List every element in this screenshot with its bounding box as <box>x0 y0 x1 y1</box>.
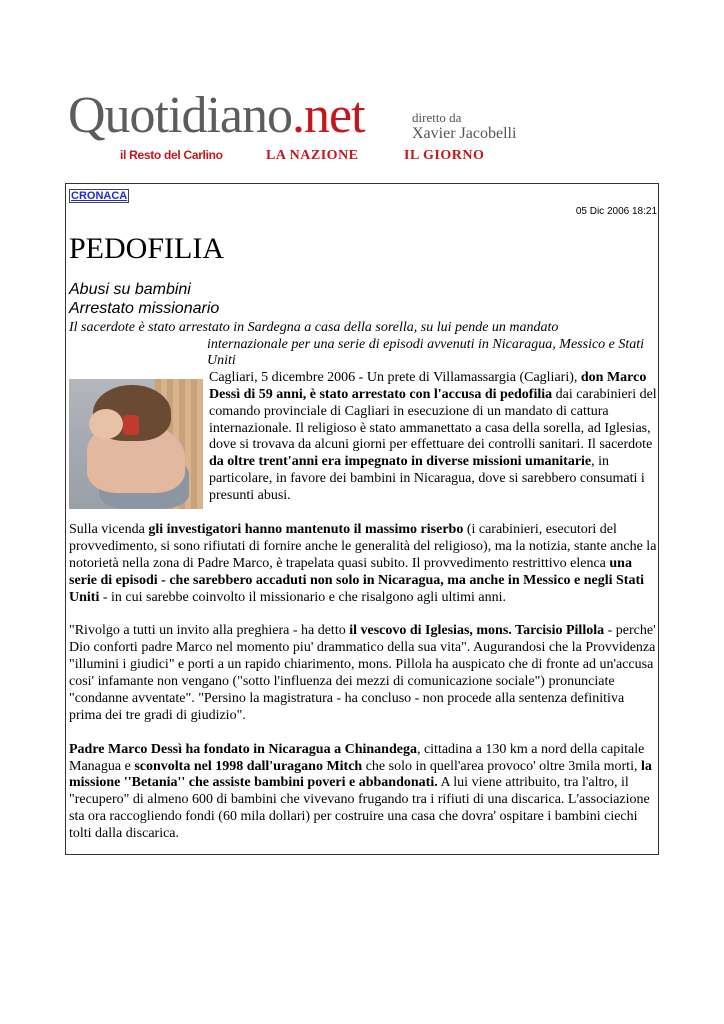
article-photo <box>69 379 203 509</box>
paper-il-giorno[interactable]: IL GIORNO <box>404 148 485 163</box>
page-title: PEDOFILIA <box>69 232 224 265</box>
text-run: Sulla vicenda <box>69 521 149 537</box>
director-name: Xavier Jacobelli <box>412 125 517 142</box>
bold-text-run: sconvolta nel 1998 dall'uragano Mitch <box>134 758 363 774</box>
text-run: - perche' Dio conforti padre Marco nel momento piu' drammatico della sua vita". Augurandosi che la Provvidenza "illumini i giudici" e porti a un rapido chiarimento, mons. Pillola ha auspicato che di fronte ad un'accusa cosi' infamante non vengano ("sotto l'influenza dei mezzi di comunicazione sociale") pronunciate "condanne avventate". "Persino la magistratura - ha concluso - non procede alla sentenza definitiva prima dei tre gradi di giudizio". <box>69 623 656 723</box>
text-run: , in particolare, in favore dei bambini in Nicaragua, dove si sarebbero consumati i presunti abusi. <box>209 454 645 504</box>
text-run: dai carabinieri del comando provinciale di Cagliari in esecuzione di un mandato di cattura internazionale. Il religioso è stato ammanettato a casa della sorella, ad Iglesias, dove si trovava da alcuni giorni per effettuare dei controlli sanitari. Il sacerdote <box>209 386 657 453</box>
paragraph-4 <box>69 742 657 843</box>
text-run: , cittadina a 130 km a nord della capitale Managua e <box>69 741 645 774</box>
text-run: A lui viene attribuito, tra l'altro, il "recupero" di almeno 600 di bambini che vivevano frugando tra i rifiuti di una discarica. L'associazione sta ora raccogliendo fondi (60 mila dollari) per costruire una casa che dovra' ospitare i bambini ciechi tolti dalla discarica. <box>69 775 650 842</box>
summary-rest: internazionale per una serie di episodi avvenuti in Nicaragua, Messico e Stati Uniti <box>207 336 645 369</box>
bold-text-run: il vescovo di Iglesias, mons. Tarcisio Pillola <box>349 623 605 639</box>
logo-suffix: .net <box>291 87 365 144</box>
bold-text-run: una serie di episodi - che sarebbero accaduti non solo in Nicaragua, ma anche in Messico e negli Stati Uniti <box>69 555 645 605</box>
paper-la-nazione[interactable]: LA NAZIONE <box>266 148 359 163</box>
partner-papers <box>120 148 520 168</box>
masthead <box>68 86 528 170</box>
subhead-line-1: Abusi su bambini <box>69 281 191 298</box>
article-body <box>69 370 657 843</box>
paper-resto-del-carlino[interactable]: il Resto del Carlino <box>120 148 223 162</box>
director-label: diretto da <box>412 110 462 125</box>
summary-line-1: Il sacerdote è stato arrestato in Sardegna a casa della sorella, su lui pende un mandato <box>69 320 559 335</box>
text-run: (i carabinieri, esecutori del provvedimento, si sono rifiutati di fornire anche le generalità del religioso), ma la notizia, stante anche la notorietà nella zona di Padre Marco, è trapelata quasi subito. Il provvedimento restrittivo elenca <box>69 521 657 571</box>
bold-text-run: don Marco Dessì di 59 anni, è stato arrestato con l'accusa di pedofilia <box>209 369 647 402</box>
text-run: che solo in quell'area provoco' oltre 3mila morti, <box>362 758 641 774</box>
bold-text-run: Padre Marco Dessì ha fondato in Nicaragua a Chinandega <box>69 741 417 757</box>
bold-text-run: gli investigatori hanno mantenuto il massimo riserbo <box>148 521 464 537</box>
subhead-line-2: Arrestato missionario <box>69 300 220 317</box>
article-subhead <box>69 280 657 318</box>
text-run: - in cui sarebbe coinvolto il missionario e che risalgono agli ultimi anni. <box>99 589 507 605</box>
paragraph-3 <box>69 623 657 724</box>
director-credit <box>412 110 516 142</box>
logo-prefix: Quotidiano <box>68 87 292 144</box>
text-run: Cagliari, 5 dicembre 2006 - Un prete di Villamassargia (Cagliari), <box>209 369 581 385</box>
article-box <box>65 183 659 855</box>
bold-text-run: da oltre trent'anni era impegnato in diverse missioni umanitarie <box>209 454 592 470</box>
text-run: "Rivolgo a tutti un invito alla preghiera - ha detto <box>69 623 350 639</box>
paragraph-2 <box>69 522 657 607</box>
article-date: 05 Dic 2006 18:21 <box>575 206 657 217</box>
bold-text-run: la missione ''Betania'' che assiste bambini poveri e abbandonati. <box>69 758 652 791</box>
article-summary <box>69 320 657 370</box>
section-link-cronaca[interactable]: CRONACA <box>71 190 128 202</box>
site-logo[interactable] <box>68 88 365 144</box>
